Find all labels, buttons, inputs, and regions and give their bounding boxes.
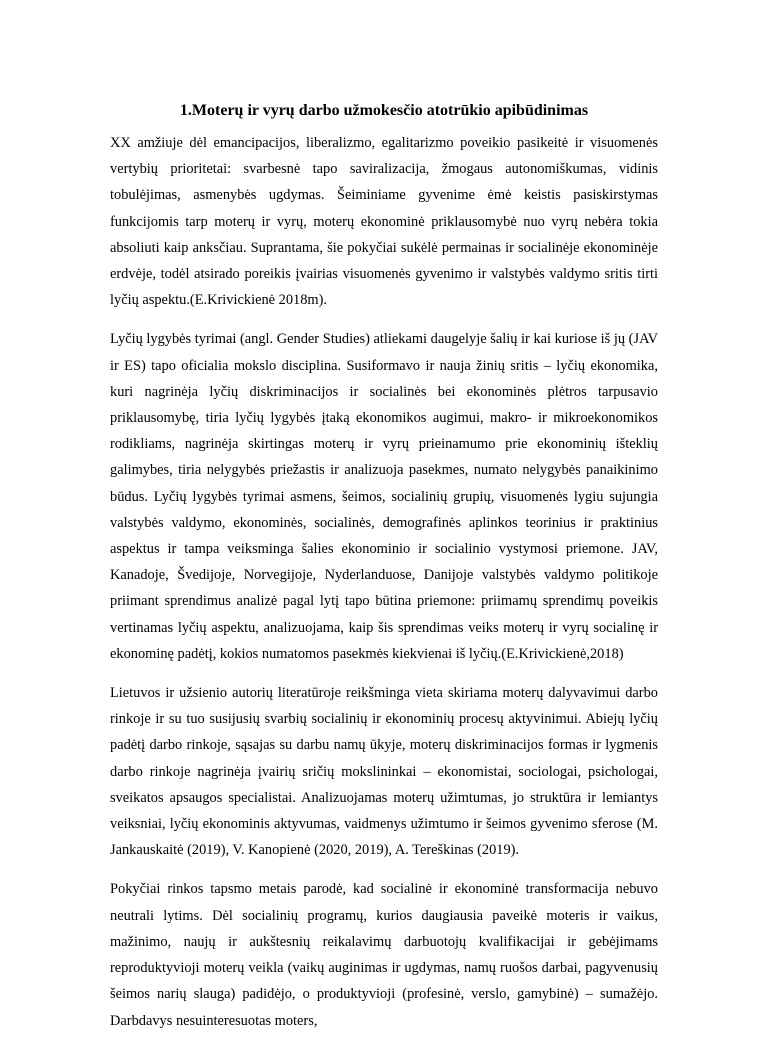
paragraph-gender-studies: Lyčių lygybės tyrimai (angl. Gender Studies) atliekami daugelyje šalių ir kai kuriose iš jų (JAV ir ES) tapo oficialia mokslo disciplina. Susiformavo ir nauja žinių sritis – lyčių ekonomika, kuri nagrinėja lyčių diskriminacijos ir socialinės bei ekonominės plėtros tarpusavio priklausomybę, tiria lyčių lygybės įtaką ekonomikos augimui, makro- ir mikroekonomikos rodikliams, nagrinėja skirtingas moterų ir vyrų prieinamumo prie ekonominių išteklių galimybes, tiria nelygybės priežastis ir analizuoja pasekmes, numato nelygybės panaikinimo būdus. Lyčių lygybės tyrimai asmens, šeimos, socialinių grupių, visuomenės lygiu sujungia valstybės valdymo, ekonominės, socialinės, demografinės aplinkos teorinius ir praktinius aspektus ir tampa veiksminga šalies ekonominio ir socialinio vystymosi priemone. JAV, Kanadoje, Švedijoje, Norvegijoje, Nyderlanduose, Danijoje valstybės valdymo politikoje priimant sprendimus analizė pagal lytį tapo būtina priemone: priimamų sprendimų poveikis vertinamas lyčių aspektu, analizuojama, kaip šis sprendimas veiks moterų ir vyrų socialinę ir ekonominę padėtį, kokios numatomos pasekmės kiekvienai iš lyčių.(E.Krivickienė,2018)	[110, 331, 658, 662]
section-title: 1.Moterų ir vyrų darbo užmokesčio atotrūkio apibūdinimas	[179, 102, 589, 119]
document-page	[110, 100, 658, 1047]
paragraph-emancipation: XX amžiuje dėl emancipacijos, liberalizmo, egalitarizmo poveikio pasikeitė ir visuomenės vertybių prioritetai: svarbesnė tapo saviralizacija, žmogaus autonomiškumas, vidinis tobulėjimas, asmenybės ugdymas. Šeiminiame gyvenime ėmė keistis pasiskirstymas funkcijomis tarp moterų ir vyrų, moterų ekonominė priklausomybė nuo vyrų nebėra tokia absoliuti kaip anksčiau. Suprantama, šie pokyčiai sukėlė permainas ir socialinėje ekonominėje erdvėje, todėl atsirado poreikis įvairias visuomenės gyvenimo ir valstybės valdymo sritis tirti lyčių aspektu.(E.Krivickienė 2018m).	[110, 135, 658, 309]
paragraph-market-transition: Pokyčiai rinkos tapsmo metais parodė, kad socialinė ir ekonominė transformacija nebuvo neutrali lytims. Dėl socialinių programų, kurios daugiausia paveikė moteris ir vaikus, mažinimo, naujų ir aukštesnių reikalavimų darbuotojų kvalifikacijai ir gebėjimams reproduktyvioji moterų veikla (vaikų auginimas ir ugdymas, namų ruošos darbai, pagyvenusių šeimos narių slauga) padidėjo, o produktyvioji (profesinė, verslo, gamybinė) – sumažėjo. Darbdavys nesuinteresuotas moters,	[110, 881, 658, 1029]
paragraph-labor-market: Lietuvos ir užsienio autorių literatūroje reikšminga vieta skiriama moterų dalyvavimui darbo rinkoje ir su tuo susijusių svarbių socialinių ir ekonominių procesų aktyvinimui. Abiejų lyčių padėtį darbo rinkoje, sąsajas su darbu namų ūkyje, moterų diskriminacijos formas ir lygmenis darbo rinkoje nagrinėja įvairių sričių mokslininkai – ekonomistai, sociologai, psichologai, sveikatos apsaugos specialistai. Analizuojamas moterų užimtumas, jo struktūra ir lemiantys veiksniai, lyčių ekonominis aktyvumas, vaidmenys užimtumo ir šeimos gyvenimo sferose (M. Jankauskaitė (2019), V. Kanopienė (2020, 2019), A. Tereškinas (2019).	[110, 685, 658, 859]
